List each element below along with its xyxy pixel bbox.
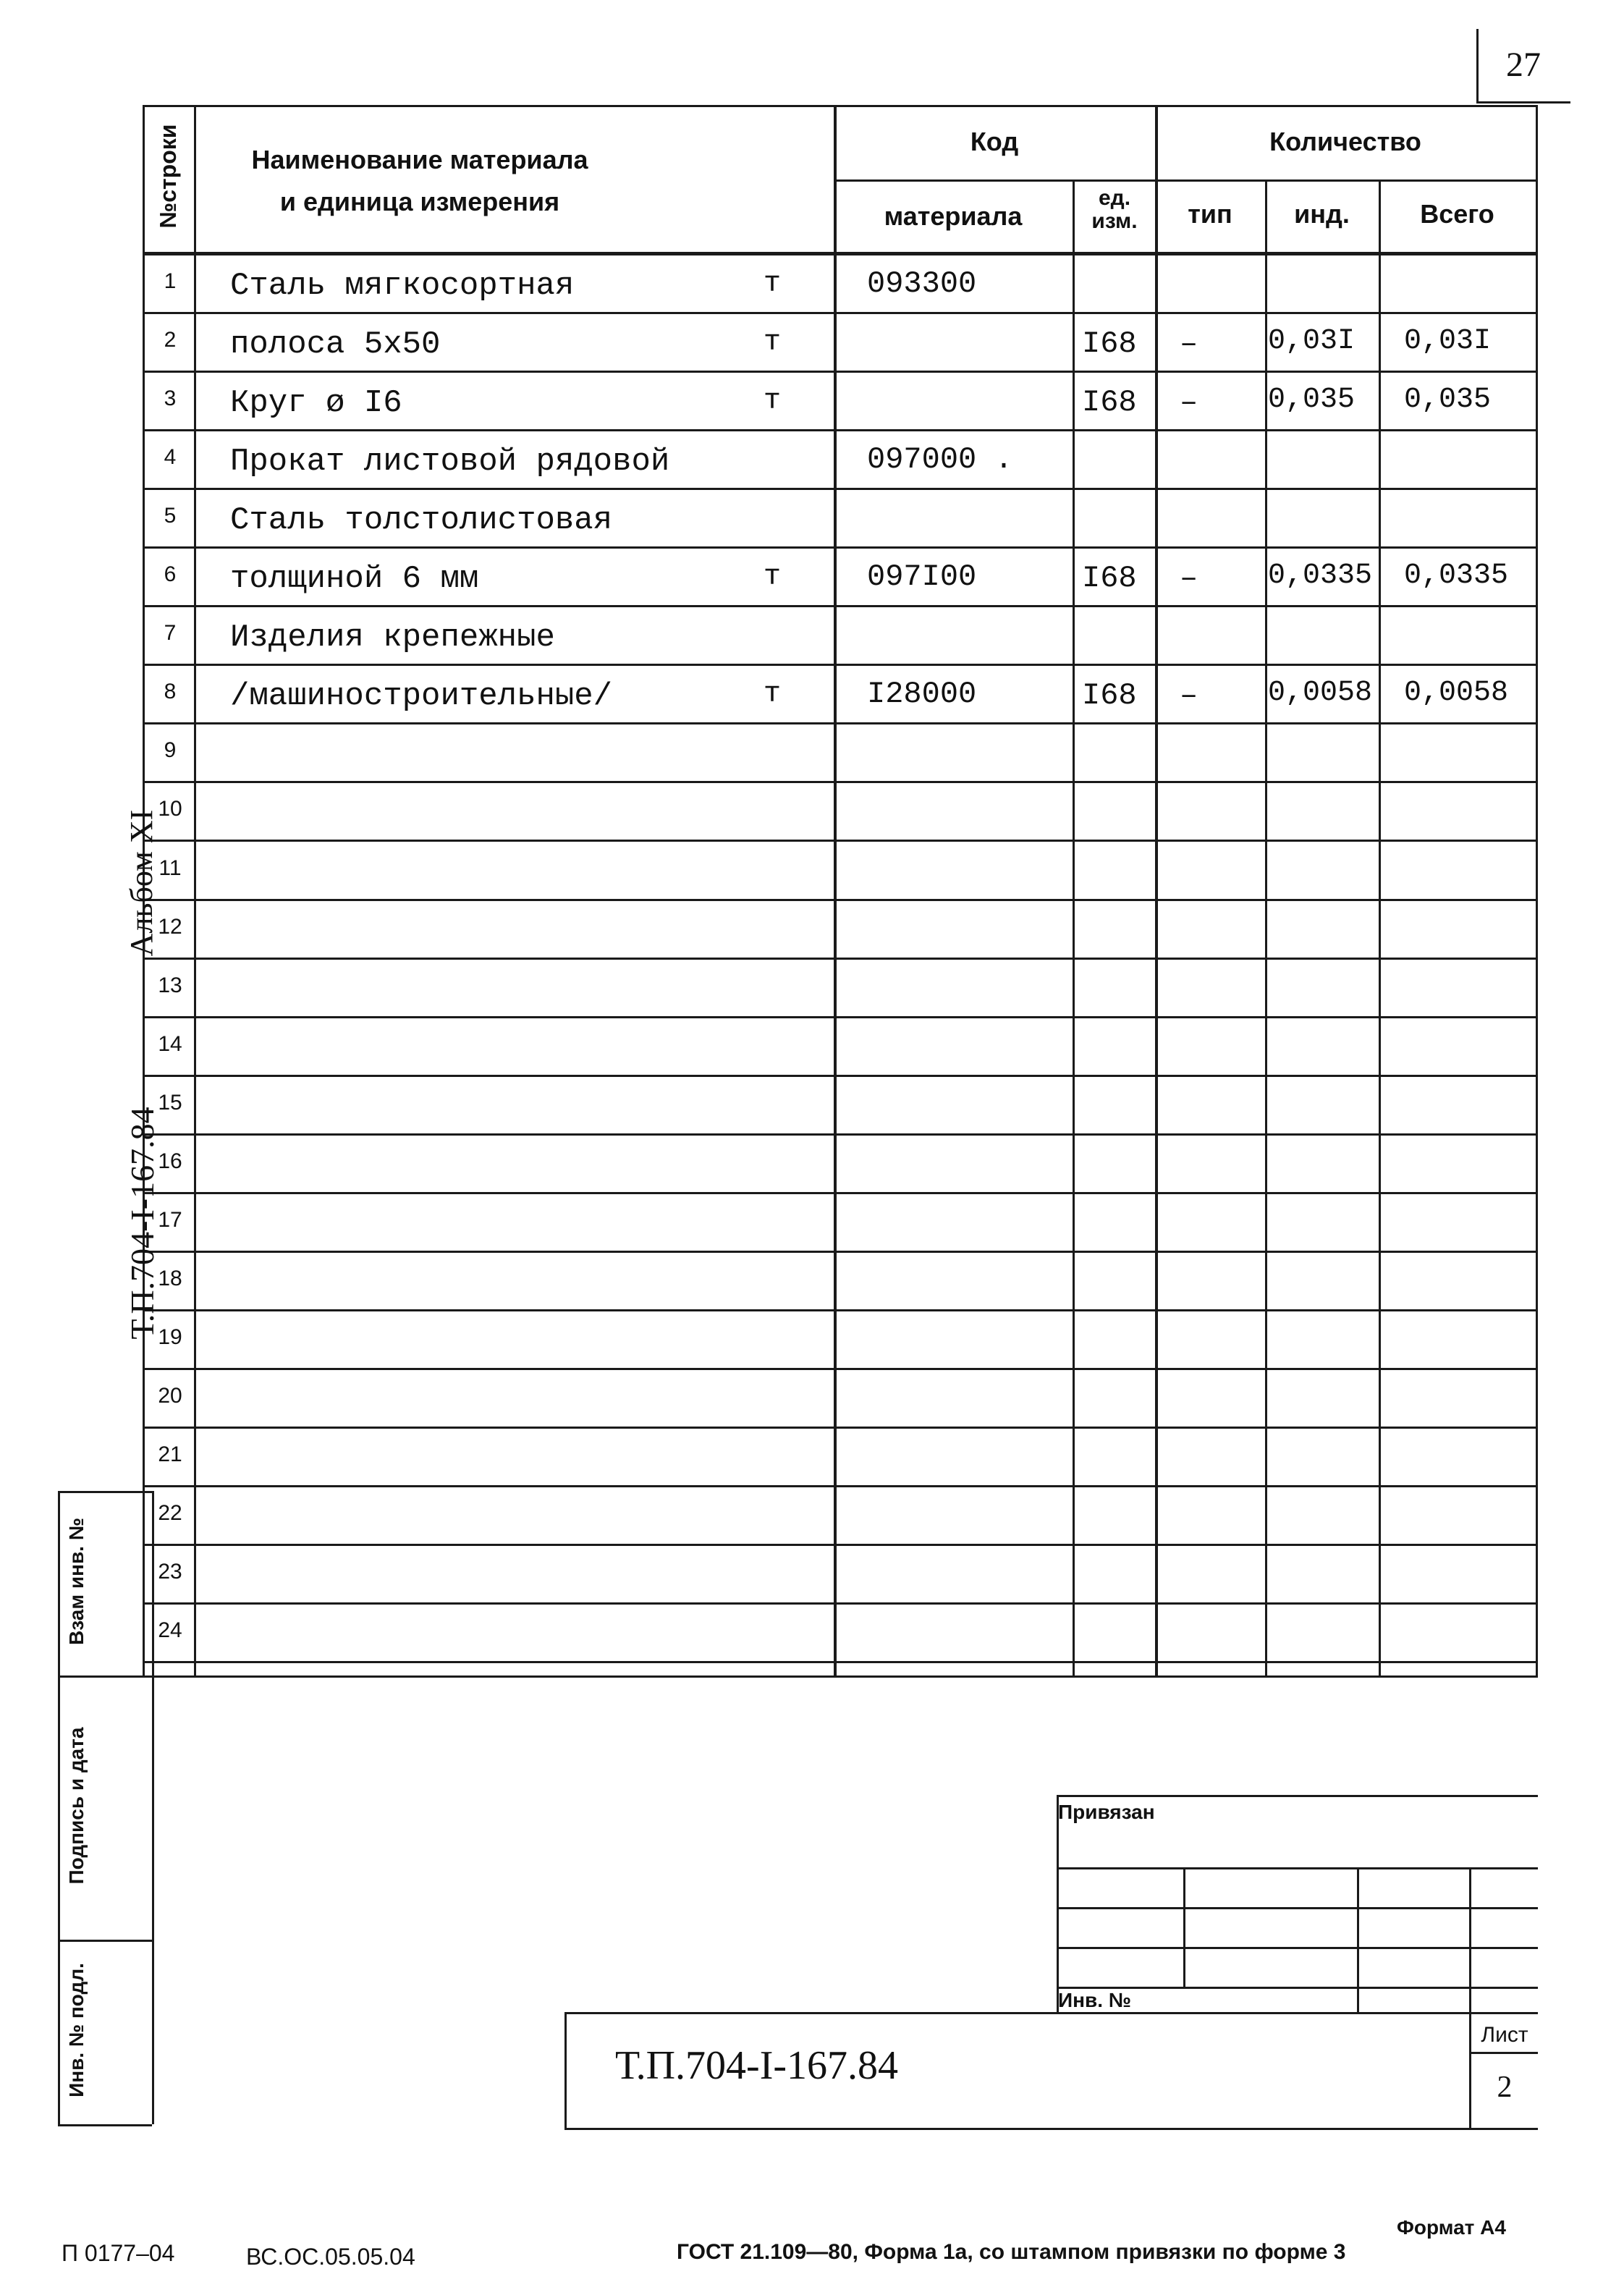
material-name: Изделия крепежные <box>230 620 555 656</box>
material-name: толщиной 6 мм <box>230 561 479 597</box>
row-divider <box>143 1309 1538 1311</box>
row-divider <box>143 371 1538 373</box>
row-number: 24 <box>158 1618 182 1642</box>
qty-ind: 0,0058 <box>1268 677 1373 709</box>
qty-type: – <box>1180 561 1198 596</box>
row-divider <box>143 1075 1538 1077</box>
qty-total: 0,035 <box>1404 384 1492 416</box>
row-number: 17 <box>158 1208 182 1232</box>
code-unit-header: ед. изм. <box>1091 186 1138 233</box>
row-divider <box>143 1016 1538 1018</box>
row-divider <box>143 605 1538 607</box>
row-number: 2 <box>164 328 177 352</box>
qty-ind: 0,03I <box>1268 325 1356 358</box>
row-divider <box>143 1544 1538 1546</box>
row-number: 19 <box>158 1325 182 1349</box>
row-divider <box>143 664 1538 666</box>
name-header-line2: и единица измерения <box>279 187 560 216</box>
material-name: Сталь мягкосортная <box>230 268 575 304</box>
album-label: Альбом XI <box>124 809 159 957</box>
stamp-inv-no: Инв. № <box>1058 1989 1132 2011</box>
material-name: /машиностроительные/ <box>230 678 613 714</box>
name-header-line1: Наименование материала <box>251 145 588 174</box>
row-number: 20 <box>158 1384 182 1408</box>
side-designation: Т.П.704-I-167.84 <box>124 1107 161 1340</box>
row-divider <box>143 429 1538 431</box>
code-material-header: материала <box>884 201 1023 231</box>
privyazan-label: Привязан <box>1058 1801 1155 1823</box>
row-number: 16 <box>158 1149 182 1173</box>
row-divider <box>143 781 1538 783</box>
page-number: 27 <box>1506 46 1541 84</box>
unit-code: I68 <box>1082 385 1137 420</box>
row-number: 1 <box>164 269 177 293</box>
unit: т <box>764 561 782 593</box>
row-divider <box>143 722 1538 724</box>
row-divider <box>143 1251 1538 1253</box>
qty-total: 0,0058 <box>1404 677 1509 709</box>
row-divider <box>143 958 1538 960</box>
row-number: 9 <box>164 738 177 762</box>
vzam-inv-label: Взам инв. № <box>65 1518 88 1645</box>
qty-ind-header: инд. <box>1294 199 1350 229</box>
material-code: 097I00 <box>867 559 977 594</box>
sheet-label: Лист <box>1481 2023 1528 2047</box>
row-divider <box>143 546 1538 549</box>
unit-code: I68 <box>1082 326 1137 361</box>
material-name: Круг ø I6 <box>230 385 402 421</box>
inv-podl-label: Инв. № подл. <box>65 1963 88 2097</box>
row-divider <box>143 1602 1538 1605</box>
row-divider <box>143 1427 1538 1429</box>
row-number: 18 <box>158 1267 182 1290</box>
row-number: 10 <box>158 797 182 821</box>
material-code: 097000 . <box>867 442 1013 477</box>
qty-total: 0,0335 <box>1404 559 1509 592</box>
row-divider <box>143 1133 1538 1136</box>
row-divider <box>143 312 1538 314</box>
row-number: 15 <box>158 1091 182 1115</box>
unit: т <box>764 385 782 418</box>
row-number: 21 <box>158 1442 182 1466</box>
footer-left-code: П 0177–04 <box>62 2240 175 2266</box>
row-number: 13 <box>158 973 182 997</box>
unit-code: I68 <box>1082 561 1137 596</box>
row-number: 5 <box>164 504 177 528</box>
material-code: I28000 <box>867 677 977 711</box>
code-header: Код <box>970 127 1019 156</box>
row-number: 14 <box>158 1032 182 1056</box>
row-divider <box>143 1192 1538 1194</box>
row-divider <box>143 1368 1538 1370</box>
podpis-data-label: Подпись и дата <box>65 1727 88 1885</box>
row-number: 11 <box>158 856 182 880</box>
row-number: 22 <box>158 1501 182 1525</box>
row-number: 7 <box>164 621 177 645</box>
row-number: 8 <box>164 680 177 703</box>
qty-total-header: Всего <box>1420 199 1494 229</box>
quantity-header: Количество <box>1269 127 1421 156</box>
material-name: полоса 5х50 <box>230 326 441 363</box>
unit-code: I68 <box>1082 678 1137 713</box>
unit: т <box>764 268 782 300</box>
qty-type: – <box>1180 326 1198 361</box>
sheet-number: 2 <box>1497 2071 1513 2104</box>
unit: т <box>764 678 782 711</box>
row-number: 23 <box>158 1560 182 1584</box>
qty-type-header: тип <box>1188 199 1232 229</box>
row-divider <box>143 1661 1538 1663</box>
qty-type: – <box>1180 385 1198 420</box>
stamp-designation: Т.П.704-I-167.84 <box>615 2043 898 2088</box>
row-divider <box>143 899 1538 901</box>
row-number: 6 <box>164 562 177 586</box>
row-divider <box>143 488 1538 490</box>
material-name: Сталь толстолистовая <box>230 502 613 538</box>
row-number: 12 <box>158 915 182 939</box>
material-name: Прокат листовой рядовой <box>230 444 670 480</box>
row-number: 4 <box>164 445 177 469</box>
unit: т <box>764 326 782 359</box>
qty-type: – <box>1180 678 1198 713</box>
footer-mid-code: ВС.ОС.05.05.04 <box>246 2244 415 2270</box>
row-number: 3 <box>164 386 177 410</box>
row-divider <box>143 1485 1538 1487</box>
footer-format: Формат А4 <box>1397 2216 1506 2239</box>
qty-total: 0,03I <box>1404 325 1492 358</box>
qty-ind: 0,0335 <box>1268 559 1373 592</box>
row-number-header: №строки <box>155 124 181 229</box>
row-divider <box>143 840 1538 842</box>
qty-ind: 0,035 <box>1268 384 1356 416</box>
footer-gost: ГОСТ 21.109—80, Форма 1а, со штампом привязки по форме 3 <box>677 2240 1346 2264</box>
material-code: 093300 <box>867 266 977 301</box>
